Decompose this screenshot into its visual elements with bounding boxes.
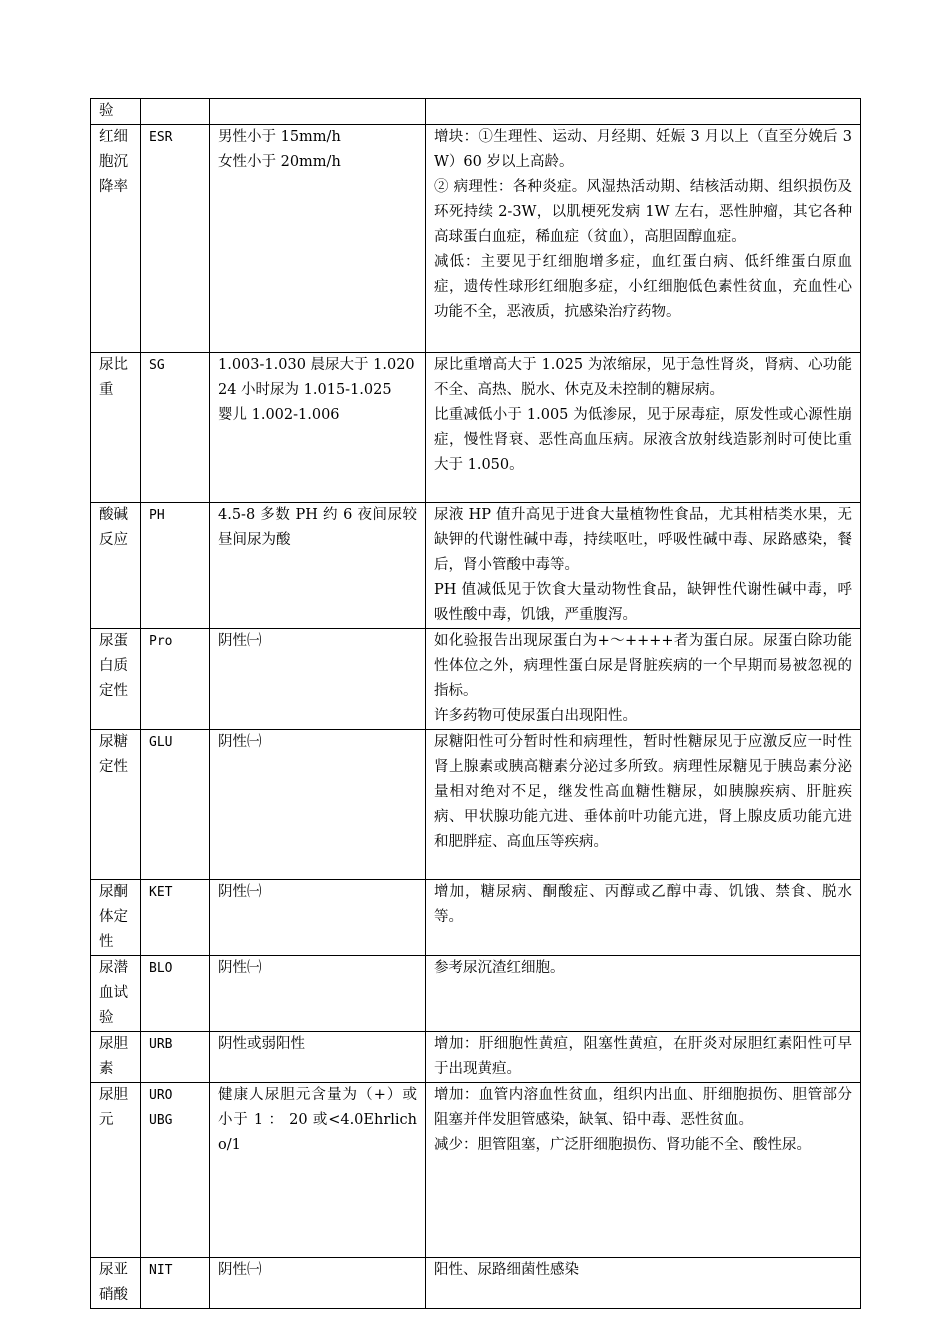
test-code-cell: [141, 99, 210, 125]
normal-range-line: 婴儿 1.002-1.006: [218, 407, 340, 423]
clinical-significance-cell: [426, 629, 861, 730]
table-row: [91, 730, 861, 880]
clinical-significance-paragraph: 尿糖阳性可分暂时性和病理性，暂时性糖尿见于应激反应一时性肾上腺素或胰高糖素分泌过多所致。病理性尿糖见于胰岛素分泌量相对绝对不足，继发性高血糖性糖尿，如胰腺疾病、肝脏疾病、甲状腺功能亢进、垂体前叶功能亢进，肾上腺皮质功能亢进和肥胖症、高血压等疾病。: [434, 734, 852, 850]
normal-range-line: 阴性㈠: [218, 633, 262, 649]
table-row: [91, 956, 861, 1032]
normal-range-cell: [210, 1032, 426, 1083]
test-name-cell: 尿酮体定性: [91, 880, 141, 956]
test-code-cell: GLU: [141, 730, 210, 880]
table-row: [91, 99, 861, 125]
test-code-cell: ESR: [141, 125, 210, 353]
normal-range-line: 4.5-8 多数 PH 约 6 夜间尿较昼间尿为酸: [218, 507, 417, 548]
test-code-cell: BLO: [141, 956, 210, 1032]
normal-range-line: 阴性或弱阳性: [218, 1036, 305, 1052]
normal-range-line: 阴性㈠: [218, 884, 262, 900]
clinical-significance-paragraph: 减低：主要见于红细胞增多症，血红蛋白病、低纤维蛋白原血症，遗传性球形红细胞多症，小红细胞低色素性贫血，充血性心功能不全，恶液质，抗感染治疗药物。: [434, 254, 852, 320]
clinical-significance-paragraph: 尿比重增高大于 1.025 为浓缩尿，见于急性肾炎，肾病、心功能不全、高热、脱水、休克及未控制的糖尿病。: [434, 357, 852, 398]
normal-range-cell: [210, 629, 426, 730]
clinical-significance-paragraph: 增块：①生理性、运动、月经期、妊娠 3 月以上（直至分娩后 3W）60 岁以上高龄。: [434, 129, 852, 170]
normal-range-cell: [210, 353, 426, 503]
normal-range-line: 男性小于 15mm/h: [218, 129, 341, 145]
normal-range-cell: [210, 125, 426, 353]
test-name-cell: 尿比重: [91, 353, 141, 503]
normal-range-line: 健康人尿胆元含量为（+）或小于 1 ： 20 或<4.0Ehrlicho/1: [218, 1087, 417, 1153]
test-code-cell: SG: [141, 353, 210, 503]
clinical-significance-cell: [426, 956, 861, 1032]
clinical-significance-paragraph: 增加，糖尿病、酮酸症、丙醇或乙醇中毒、饥饿、禁食、脱水等。: [434, 884, 852, 925]
clinical-significance-cell: [426, 503, 861, 629]
normal-range-line: 阴性㈠: [218, 1262, 262, 1278]
clinical-significance-cell: [426, 730, 861, 880]
normal-range-line: 1.003-1.030 晨尿大于 1.020: [218, 357, 415, 373]
test-code-cell: PH: [141, 503, 210, 629]
clinical-significance-cell: [426, 880, 861, 956]
clinical-significance-cell: [426, 125, 861, 353]
clinical-significance-cell: [426, 353, 861, 503]
test-code-cell: KET: [141, 880, 210, 956]
table-row: [91, 353, 861, 503]
normal-range-cell: [210, 730, 426, 880]
table-row: [91, 125, 861, 353]
normal-range-line: 女性小于 20mm/h: [218, 154, 341, 170]
clinical-significance-paragraph: 参考尿沉渣红细胞。: [434, 960, 565, 976]
test-code-cell: URO UBG: [141, 1083, 210, 1258]
clinical-significance-cell: [426, 99, 861, 125]
clinical-significance-paragraph: 许多药物可使尿蛋白出现阳性。: [434, 708, 637, 724]
clinical-significance-paragraph: 增加：肝细胞性黄疸，阻塞性黄疸，在肝炎对尿胆红素阳性可早于出现黄疸。: [434, 1036, 852, 1077]
test-code-cell: NIT: [141, 1258, 210, 1309]
test-name-cell: 红细胞沉降率: [91, 125, 141, 353]
normal-range-cell: [210, 1258, 426, 1309]
table-row: [91, 1083, 861, 1258]
test-name-cell: 尿亚硝酸: [91, 1258, 141, 1309]
normal-range-cell: [210, 99, 426, 125]
test-code-cell: URB: [141, 1032, 210, 1083]
clinical-significance-paragraph: 比重减低小于 1.005 为低渗尿，见于尿毒症，原发性或心源性崩症，慢性肾衰、恶性高血压病。尿液含放射线造影剂时可使比重大于 1.050。: [434, 407, 852, 473]
table-row: [91, 1032, 861, 1083]
normal-range-cell: [210, 1083, 426, 1258]
test-code-cell: Pro: [141, 629, 210, 730]
test-name-cell: 尿胆元: [91, 1083, 141, 1258]
clinical-significance-cell: [426, 1083, 861, 1258]
normal-range-line: 24 小时尿为 1.015-1.025: [218, 382, 392, 398]
test-name-cell: 酸碱反应: [91, 503, 141, 629]
normal-range-line: 阴性㈠: [218, 734, 262, 750]
normal-range-cell: [210, 956, 426, 1032]
clinical-significance-paragraph: 尿液 HP 值升高见于进食大量植物性食品，尤其柑桔类水果，无缺钾的代谢性碱中毒，持续呕吐，呼吸性碱中毒、尿路感染，餐后，肾小管酸中毒等。: [434, 507, 852, 573]
table-row: [91, 503, 861, 629]
test-name-cell: 尿胆素: [91, 1032, 141, 1083]
normal-range-cell: [210, 503, 426, 629]
clinical-significance-paragraph: 增加：血管内溶血性贫血，组织内出血、肝细胞损伤、胆管部分阻塞并伴发胆管感染，缺氧、铅中毒、恶性贫血。: [434, 1087, 852, 1128]
clinical-significance-paragraph: 减少：胆管阻塞，广泛肝细胞损伤、肾功能不全、酸性尿。: [434, 1137, 811, 1153]
table-body: [91, 99, 861, 1309]
clinical-significance-paragraph: 阳性、尿路细菌性感染: [434, 1262, 579, 1278]
test-name-cell: 尿糖定性: [91, 730, 141, 880]
test-name-cell: 验: [91, 99, 141, 125]
clinical-significance-paragraph: PH 值减低见于饮食大量动物性食品，缺钾性代谢性碱中毒，呼吸性酸中毒，饥饿，严重腹泻。: [434, 582, 852, 623]
test-name-cell: 尿潜血试验: [91, 956, 141, 1032]
table-row: [91, 1258, 861, 1309]
test-name-cell: 尿蛋白质定性: [91, 629, 141, 730]
clinical-significance-cell: [426, 1258, 861, 1309]
table-row: [91, 880, 861, 956]
clinical-significance-cell: [426, 1032, 861, 1083]
table-row: [91, 629, 861, 730]
normal-range-line: 阴性㈠: [218, 960, 262, 976]
normal-range-cell: [210, 880, 426, 956]
clinical-significance-paragraph: 如化验报告出现尿蛋白为+～++++者为蛋白尿。尿蛋白除功能性体位之外，病理性蛋白尿是肾脏疾病的一个早期而易被忽视的指标。: [434, 633, 852, 699]
clinical-significance-paragraph: ② 病理性：各种炎症。风湿热活动期、结核活动期、组织损伤及环死持续 2-3W，以肌梗死发病 1W 左右，恶性肿瘤，其它各种高球蛋白血症，稀血症（贫血），高胆固醇血症。: [434, 179, 852, 245]
lab-reference-table: [90, 98, 861, 1309]
